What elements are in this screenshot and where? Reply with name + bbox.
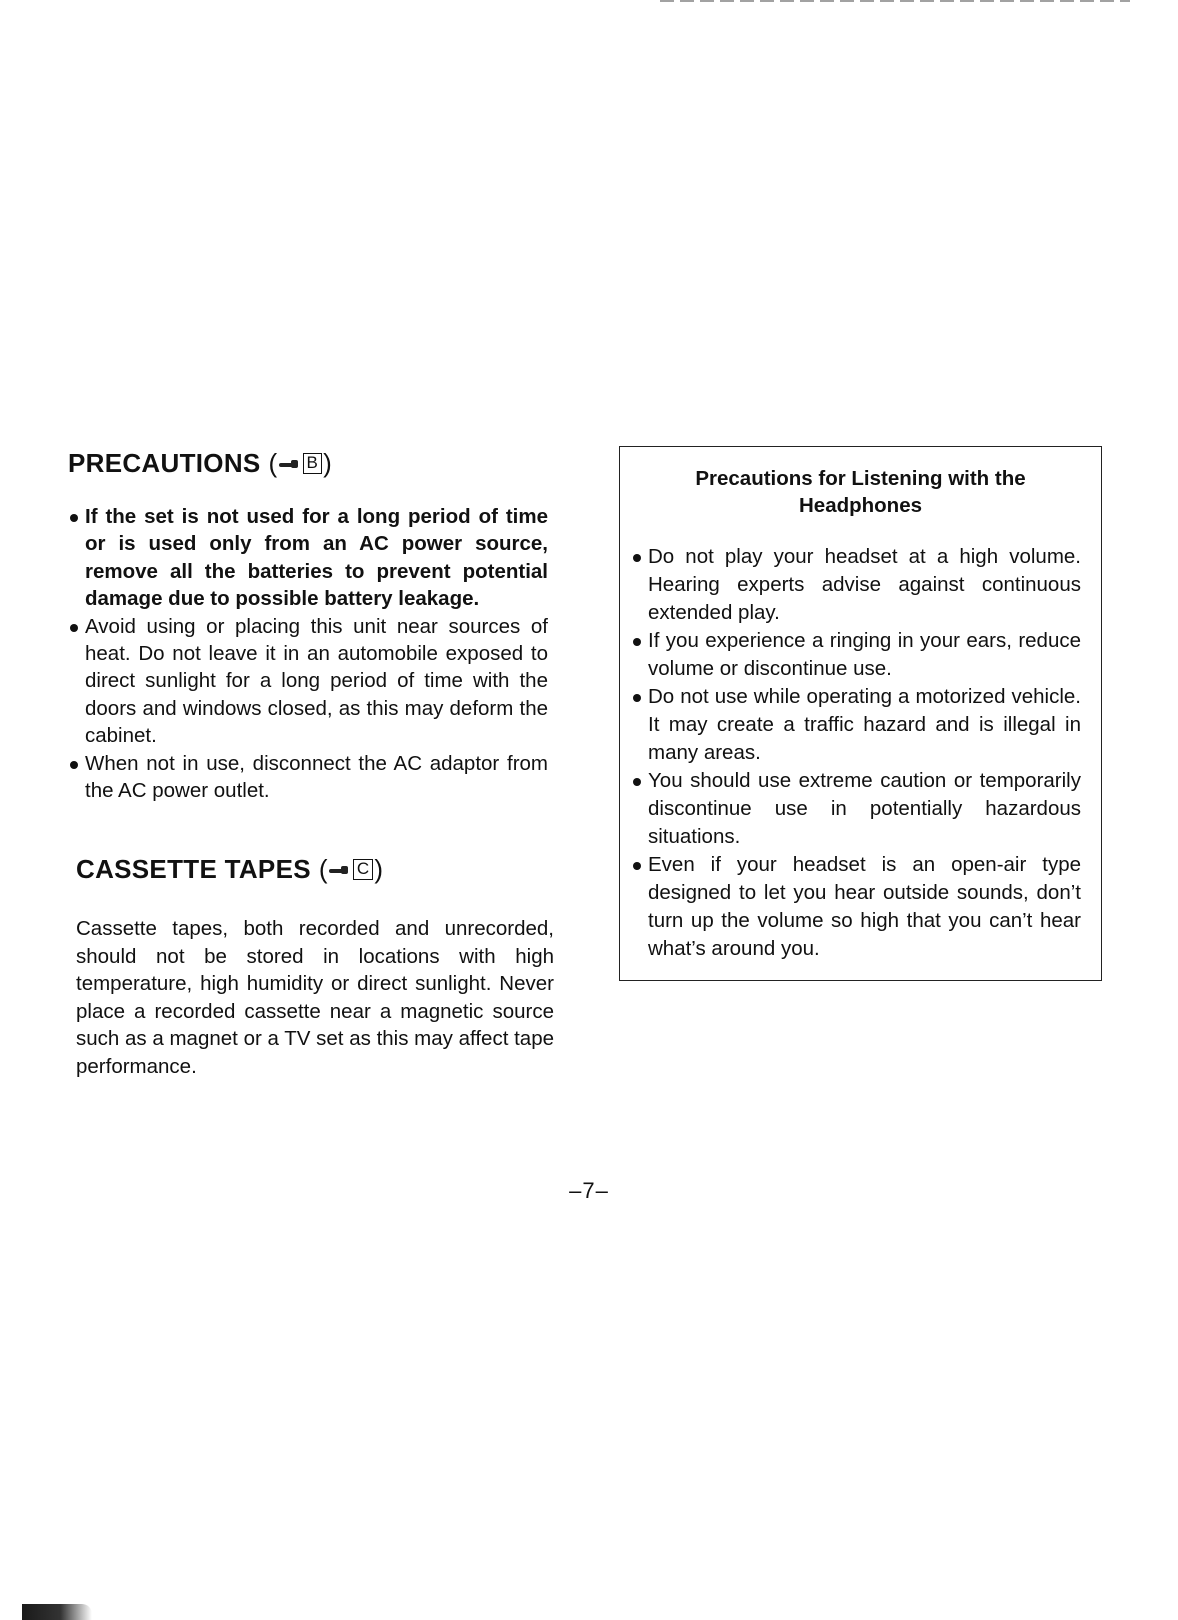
headphones-precautions-box [619, 446, 1102, 981]
pointing-hand-icon [279, 459, 299, 469]
precaution-item: When not in use, disconnect the AC adaptor from the AC power outlet. [68, 750, 548, 805]
headphone-precaution-item: If you experience a ringing in your ears, reduce volume or discontinue use. [631, 627, 1081, 683]
cassette-paragraph: Cassette tapes, both recorded and unrecorded, should not be stored in locations with high temperature, high humidity or direct sunlight. Never place a recorded cassette near a magnetic source such as a magnet or a TV set as this may affect tape performance. [76, 917, 554, 1078]
precautions-heading [68, 448, 568, 479]
cassette-figure-reference: ( C ) [318, 854, 384, 885]
cassette-heading [76, 854, 568, 885]
headphones-precautions-list [631, 543, 1081, 963]
cassette-title: CASSETTE TAPES [76, 854, 311, 885]
headphone-precaution-item: Do not play your headset at a high volume. Hearing experts advise against continuous extended play. [631, 543, 1081, 627]
precautions-figure-reference: ( B ) [268, 448, 333, 478]
headphone-precaution-item: Even if your headset is an open-air type designed to let you hear outside sounds, don’t turn up the volume so high that you can’t hear what’s around you. [631, 851, 1081, 963]
page-number: –7– [569, 1178, 609, 1203]
scan-artifact-line [660, 0, 1130, 2]
scan-artifact-corner [22, 1604, 92, 1620]
precautions-title: PRECAUTIONS [68, 448, 261, 478]
precaution-item: If the set is not used for a long period of time or is used only from an AC power source, remove all the batteries to prevent potential damage due to possible battery leakage. [68, 503, 548, 613]
figure-letter-c: C [353, 859, 374, 880]
headphone-precaution-item: Do not use while operating a motorized vehicle. It may create a traffic hazard and is illegal in many areas. [631, 683, 1081, 767]
precaution-item: Avoid using or placing this unit near sources of heat. Do not leave it in an automobile exposed to direct sunlight for a long period of time with the doors and windows closed, as this may deform the cabinet. [68, 613, 548, 750]
precautions-list [68, 503, 548, 804]
headphone-precaution-item: You should use extreme caution or temporarily discontinue use in potentially hazardous situations. [631, 767, 1081, 851]
left-column [68, 448, 568, 1080]
pointing-hand-icon [329, 865, 349, 875]
figure-letter-b: B [303, 453, 323, 474]
headphones-box-title: Precautions for Listening with the Headphones [695, 467, 1026, 517]
